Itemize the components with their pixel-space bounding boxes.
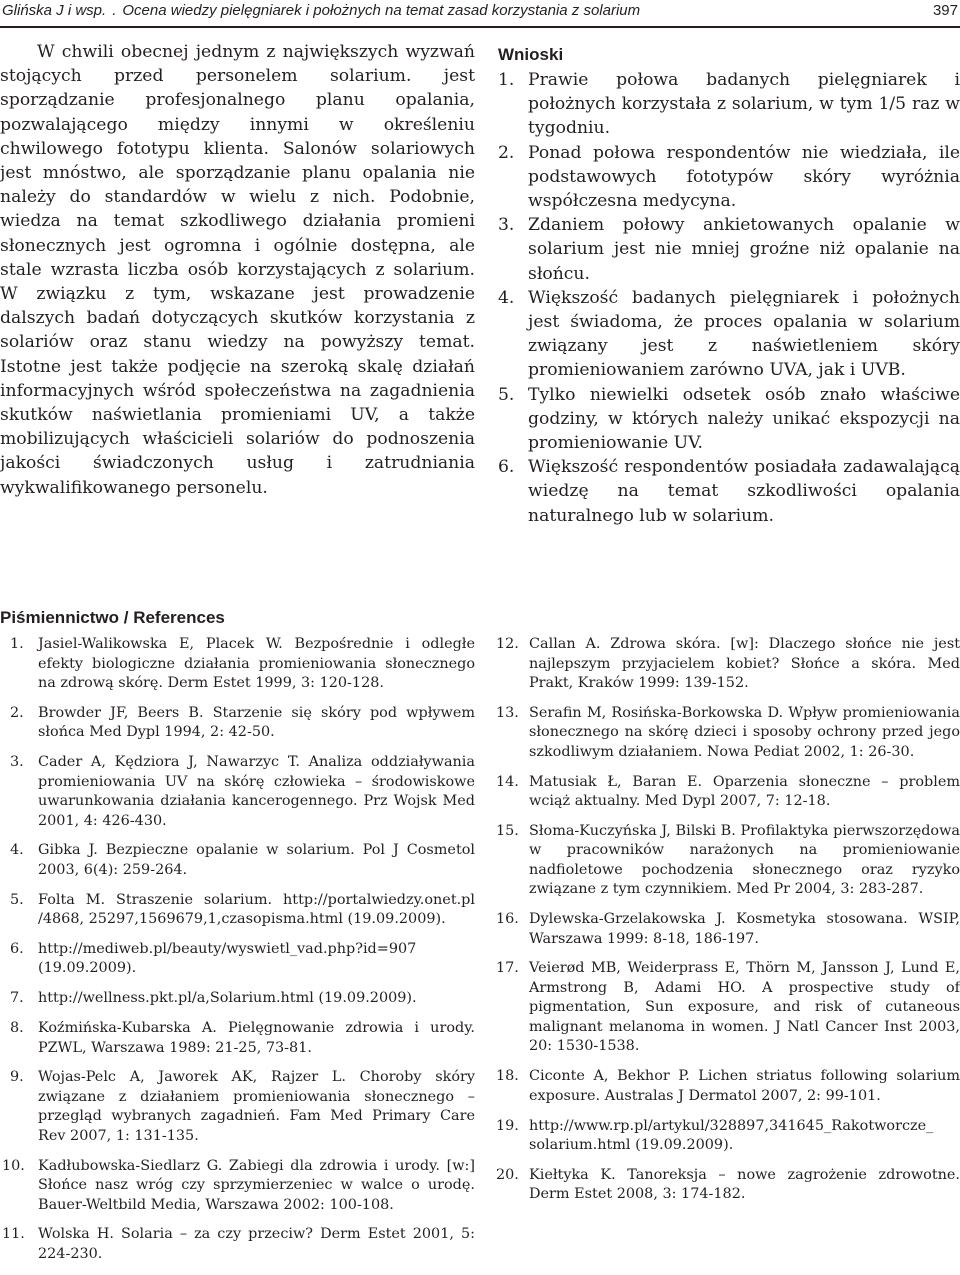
reference-item <box>0 704 475 743</box>
reference-text: http://wellness.pkt.pl/a,Solarium.html (19.09.2009). <box>38 990 417 1007</box>
reference-text: Kadłubowska-Siedlarz G. Zabiegi dla zdrowia i urody. [w:] Słońce nasz wróg czy sprzymierzeniec w walce o urodę. Bauer-Weltbild Media, Warszawa 2002: 100-108. <box>38 1157 475 1213</box>
right-column <box>498 40 960 528</box>
reference-text: Gibka J. Bezpieczne opalanie w solarium. Pol J Cosmetol 2003, 6(4): 259-264. <box>38 842 475 878</box>
reference-number: 14. <box>496 773 519 790</box>
reference-text: http://mediweb.pl/beauty/wyswietl_vad.php?id=907 (19.09.2009). <box>38 940 417 977</box>
conclusion-item <box>498 383 960 456</box>
reference-item <box>0 1157 475 1216</box>
header-authors: Glińska J i wsp. <box>2 2 107 19</box>
reference-number: 19. <box>496 1117 519 1134</box>
reference-number: 8. <box>10 1020 24 1037</box>
reference-text: Ciconte A, Bekhor P. Lichen striatus following solarium exposure. Australas J Dermatol 2007, 2: 99-101. <box>529 1068 960 1104</box>
reference-item <box>496 635 960 694</box>
conclusion-item <box>498 213 960 286</box>
reference-item <box>0 753 475 831</box>
header-rule <box>0 26 960 28</box>
reference-number: 11. <box>2 1226 25 1243</box>
running-header <box>0 0 960 24</box>
page-number: 397 <box>932 2 958 19</box>
reference-item <box>496 910 960 949</box>
reference-item <box>0 891 475 930</box>
reference-text: Serafin M, Rosińska-Borkowska D. Wpływ promieniowania słonecznego na skórę dzieci i sposoby ochrony przed jego szkodliwym działaniem. Nowa Pediat 2002, 1: 26-30. <box>529 704 960 760</box>
reference-text: Callan A. Zdrowa skóra. [w]: Dlaczego słońce nie jest najlepszym przyjacielem kobiet? Słońce a skóra. Med Prakt, Kraków 1999: 139-152. <box>529 636 960 691</box>
reference-text: Kiełtyka K. Tanoreksja – nowe zagrożenie zdrowotne. Derm Estet 2008, 3: 174-182. <box>529 1166 960 1203</box>
reference-text: Dylewska-Grzelakowska J. Kosmetyka stosowana. WSIP, Warszawa 1999: 8-18, 186-197. <box>529 911 960 947</box>
reference-number: 5. <box>10 891 24 908</box>
reference-item <box>496 822 960 900</box>
conclusion-number: 2. <box>498 142 515 163</box>
reference-item <box>0 1225 475 1264</box>
conclusion-text: Ponad połowa respondentów nie wiedziała, ile podstawowych fototypów skóry wyróżnia współczesna medycyna. <box>528 142 960 212</box>
reference-number: 16. <box>496 911 519 928</box>
reference-number: 15. <box>496 822 519 839</box>
conclusion-number: 4. <box>498 287 515 308</box>
reference-text: Jasiel-Walikowska E, Placek W. Bezpośrednie i odległe efekty biologiczne działania promieniowania słonecznego na zdrową skórę. Derm Estet 1999, 3: 120-128. <box>38 636 475 691</box>
reference-item <box>496 704 960 763</box>
conclusion-number: 1. <box>498 70 515 90</box>
conclusion-item <box>498 286 960 383</box>
reference-item <box>496 1166 960 1205</box>
reference-item <box>0 1068 475 1146</box>
reference-item <box>0 841 475 880</box>
reference-number: 3. <box>10 754 24 771</box>
conclusion-text: Zdaniem połowy ankietowanych opalanie w solarium jest nie mniej groźne niż opalanie na słońcu. <box>528 215 960 284</box>
reference-text: Cader A, Kędziora J, Nawarzyc T. Analiza oddziaływania promieniowania UV na skórę człowieka – środowiskowe uwarunkowania działania kancerogennego. Prz Wojsk Med 2001, 4: 426-430. <box>38 754 475 829</box>
reference-text: Matusiak Ł, Baran E. Oparzenia słoneczne – problem wciąż aktualny. Med Dypl 2007, 7: 12-18. <box>529 773 960 810</box>
reference-number: 13. <box>496 704 519 721</box>
left-column <box>0 40 475 500</box>
reference-text: Wolska H. Solaria – za czy przeciw? Derm Estet 2001, 5: 224-230. <box>38 1226 475 1262</box>
reference-item <box>0 635 475 694</box>
conclusion-number: 6. <box>498 457 515 478</box>
conclusion-text: Większość badanych pielęgniarek i położnych jest świadoma, że proces opalania w solarium związany jest z naświetleniem skóry promieniowaniem zarówno UVA, jak i UVB. <box>528 287 960 381</box>
reference-text: Folta M. Straszenie solarium. http://portalwiedzy.onet.pl /4868, 25297,1569679,1,czasopisma.html (19.09.2009). <box>38 891 475 928</box>
running-title <box>2 2 640 19</box>
reference-item <box>496 1117 960 1156</box>
reference-number: 7. <box>10 990 24 1007</box>
reference-number: 12. <box>496 636 519 652</box>
reference-item <box>496 773 960 812</box>
reference-number: 9. <box>10 1069 24 1086</box>
reference-number: 20. <box>496 1166 519 1183</box>
reference-number: 1. <box>10 636 24 652</box>
reference-number: 2. <box>10 704 24 721</box>
reference-text: Veierød MB, Weiderprass E, Thörn M, Jansson J, Lund E, Armstrong B, Adami HO. A prospective study of pigmentation, Sun exposure, and risk of cutaneous malignant melanoma in women. J Natl Cancer Inst 2003, 20: 1530-1538. <box>529 960 960 1055</box>
references-list-left <box>0 635 475 1275</box>
reference-text: Słoma-Kuczyńska J, Bilski B. Profilaktyka pierwszorzędowa w pracowników narażonych na promieniowanie nadfioletowe pochodzenia słonecznego oraz ryzyko związane z tym czynnikiem. Med Pr 2004, 3: 283-287. <box>529 822 960 898</box>
conclusion-item <box>498 455 960 528</box>
reference-text: http://www.rp.pl/artykul/328897,341645_Rakotworcze_ solarium.html (19.09.2009). <box>529 1117 934 1154</box>
conclusion-text: Większość respondentów posiadała zadawalającą wiedzę na temat szkodliwości opalania naturalnego lub w solarium. <box>528 457 960 526</box>
reference-item <box>0 940 475 979</box>
reference-text: Koźmińska-Kubarska A. Pielęgnowanie zdrowia i urody. PZWL, Warszawa 1989: 21-25, 73-81. <box>38 1020 475 1056</box>
body-paragraph: W chwili obecnej jednym z największych wyzwań stojących przed personelem solarium. jest sporządzanie profesjonalnego planu opalania, pozwalającego między innymi w określeniu chwilowego fototypu klienta. Salonów solariowych jest mnóstwo, ale sporządzanie planu opalania nie należy do standardów w wielu z nich. Podobnie, wiedza na temat szkodliwego działania promieni słonecznych jest ogromna i ogólnie dostępna, ale stale wzrasta liczba osób korzystających z solarium. W związku z tym, wskazane jest prowadzenie dalszych badań dotyczących skutków korzystania z solariów oraz stanu wiedzy na powyższy temat. Istotne jest także podjęcie na szeroką skalę działań informacyjnych wśród społeczeństwa na zagadnienia skutków naświetlania promieniami UV, a także mobilizujących właścicieli solariów do podnoszenia jakości świadczonych usług i zatrudniania wykwalifikowanego personelu. <box>0 42 475 498</box>
conclusion-number: 3. <box>498 215 515 236</box>
reference-text: Browder JF, Beers B. Starzenie się skóry pod wpływem słońca Med Dypl 1994, 2: 42-50. <box>38 704 475 741</box>
reference-item <box>0 1019 475 1058</box>
reference-item <box>0 989 475 1009</box>
reference-text: Wojas-Pelc A, Jaworek AK, Rajzer L. Choroby skóry związane z działaniem promieniowania słonecznego – przegląd wybranych zagadnień. Fam Med Primary Care Rev 2007, 1: 131-135. <box>38 1069 475 1144</box>
reference-number: 10. <box>2 1157 25 1174</box>
conclusion-number: 5. <box>498 384 515 405</box>
conclusions-list <box>498 68 960 528</box>
references-heading: Piśmiennictwo / References <box>0 608 225 628</box>
conclusion-item <box>498 141 960 214</box>
reference-number: 6. <box>10 940 24 957</box>
conclusion-item <box>498 68 960 141</box>
header-separator: . <box>112 2 117 19</box>
reference-item <box>496 959 960 1057</box>
conclusion-text: Prawie połowa badanych pielęgniarek i położnych korzystała z solarium, w tym 1/5 raz w tygodniu. <box>528 70 960 139</box>
reference-number: 18. <box>496 1068 519 1085</box>
conclusions-heading: Wnioski <box>498 45 564 64</box>
header-article-title: Ocena wiedzy pielęgniarek i położnych na temat zasad korzystania z solarium <box>122 2 641 19</box>
reference-number: 4. <box>10 842 24 859</box>
reference-item <box>496 1067 960 1106</box>
conclusion-text: Tylko niewielki odsetek osób znało właściwe godziny, w których należy unikać ekspozycji na promieniowanie UV. <box>528 384 960 454</box>
reference-number: 17. <box>496 960 519 977</box>
references-list-right <box>496 635 960 1215</box>
